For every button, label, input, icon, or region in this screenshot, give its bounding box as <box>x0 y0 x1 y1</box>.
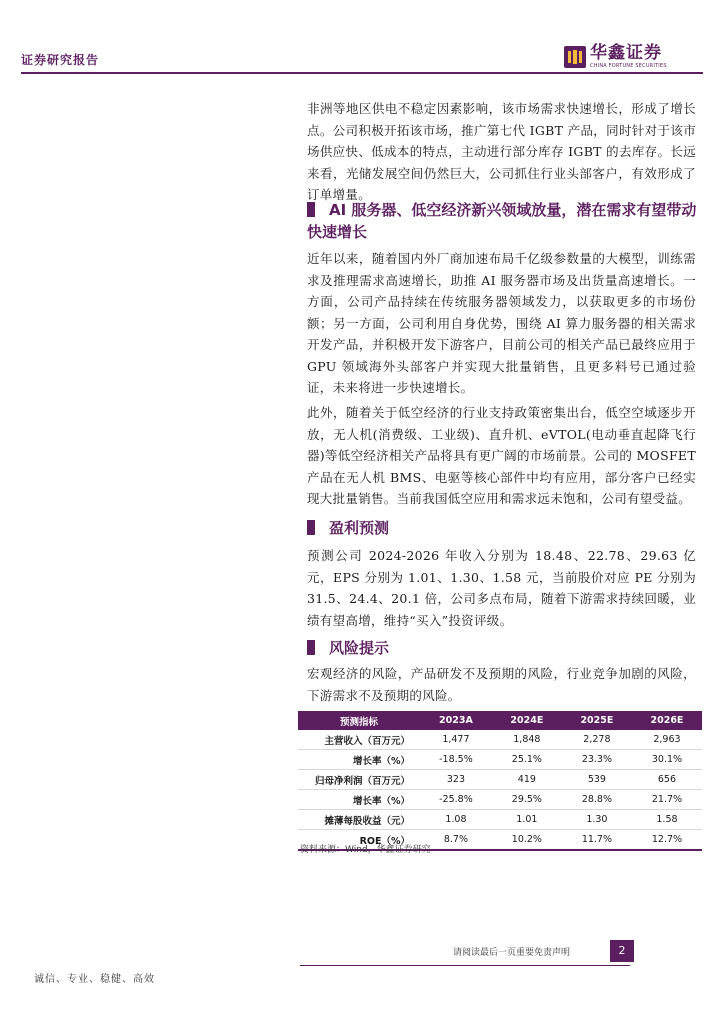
forecast-paragraph: 预测公司 2024-2026 年收入分别为 18.48、22.78、29.63 亿元，EPS 分别为 1.01、1.30、1.58 元，当前股价对应 PE 分别为 31.5、24.4、20.1 倍，公司多点布局，随着下游需求持续回暖，业绩有望高增，维持“买入”投资评级。 <box>307 548 696 628</box>
row-label: 摊薄每股收益（元） <box>324 815 410 827</box>
table-cell: 10.2% <box>511 834 542 845</box>
table-cell: 11.7% <box>581 834 612 845</box>
report-type-label: 证券研究报告 <box>21 53 100 67</box>
row-label: 增长率（%） <box>352 795 410 807</box>
table-cell: 12.7% <box>651 834 683 845</box>
row-label: 主营收入（百万元） <box>324 735 410 747</box>
heading-bar-icon <box>307 640 315 655</box>
logo-chinese-name: 华鑫证券 <box>590 43 662 63</box>
table-cell: -25.8% <box>439 794 473 805</box>
row-label: 增长率（%） <box>352 755 410 767</box>
table-cell: 21.7% <box>651 794 683 805</box>
table-cell: 1.30 <box>586 814 608 825</box>
table-cell: 8.7% <box>443 834 468 845</box>
table-row <box>298 770 702 790</box>
table-cell: 30.1% <box>651 754 683 765</box>
table-header-cell: 预测指标 <box>298 711 420 730</box>
row-label: 归母净利润（百万元） <box>314 775 410 787</box>
table-cell: 323 <box>446 774 465 785</box>
brand-logo <box>564 44 667 70</box>
logo-english-name: CHINA FORTUNE SECURITIES <box>590 63 667 69</box>
logo-mark-icon <box>564 46 586 68</box>
table-cell: 23.3% <box>581 754 612 765</box>
heading-bar-icon <box>307 202 315 217</box>
table-row <box>298 750 702 770</box>
risk-paragraph: 宏观经济的风险，产品研发不及预期的风险，行业竞争加剧的风险，下游需求不及预期的风险。 <box>307 666 696 703</box>
table-cell: 656 <box>657 774 677 785</box>
footer-divider <box>300 965 630 966</box>
table-cell: 539 <box>587 774 606 785</box>
page-number: 2 <box>610 940 634 962</box>
table-cell: 25.1% <box>511 754 542 765</box>
low-altitude-paragraph: 此外，随着关于低空经济的行业支持政策密集出台，低空空域逐步开放，无人机(消费级、工业级)、直升机、eVTOL(电动垂直起降飞行器)等低空经济相关产品将具有更广阔的市场前景。公司的 MOSFET 产品在无人机 BMS、电驱等核心部件中均有应用，部分客户已经实现大批量销售。当前我国低空应用和需求远未饱和，公司有望受益。 <box>307 405 696 506</box>
section-heading-text: AI 服务器、低空经济新兴领域放量，潜在需求有望带动快速增长 <box>307 201 697 241</box>
section-heading-text: 盈利预测 <box>329 519 390 537</box>
table-cell: 1,477 <box>442 734 470 745</box>
table-cell: 1.01 <box>516 814 538 825</box>
heading-bar-icon <box>307 520 315 535</box>
row-label: ROE（%） <box>359 835 410 847</box>
table-header-cell: 2026E <box>632 711 702 730</box>
footer-tagline: 诚信、专业、稳健、高效 <box>34 974 155 985</box>
intro-paragraph: 非洲等地区供电不稳定因素影响，该市场需求快速增长，形成了增长点。公司积极开拓该市场，推广第七代 IGBT 产品，同时针对于该市场供应快、低成本的特点，主动进行部分库存 IGBT 的去库存。长远来看，光储发展空间仍然巨大，公司抓住行业头部客户，有效形成了订单增量。 <box>307 101 696 202</box>
table-cell: 1.58 <box>656 814 678 825</box>
table-source-note: 资料来源：Wind，华鑫证券研究 <box>300 845 431 855</box>
section-heading-forecast <box>307 517 702 539</box>
table-header-cell: 2025E <box>562 711 632 730</box>
header-divider <box>21 72 703 74</box>
table-cell: -18.5% <box>439 754 473 765</box>
table-header-row <box>298 711 702 730</box>
table-header-cell: 2024E <box>492 711 562 730</box>
ai-server-paragraph: 近年以来，随着国内外厂商加速布局千亿级参数量的大模型，训练需求及推理需求高速增长，助推 AI 服务器市场及出货量高速增长。一方面，公司产品持续在传统服务器领域发力，以获取更多的市场份额；另一方面，公司利用自身优势，围绕 AI 算力服务器的相关需求开发产品，并积极开发下游客户，目前公司的相关产品已最终应用于 GPU 领域海外头部客户并实现大批量销售，且更多料号已通过验证，未来将进一步快速增长。 <box>307 251 696 395</box>
table-cell: 419 <box>517 774 536 785</box>
section-heading-text: 风险提示 <box>329 639 390 657</box>
table-row <box>298 730 702 750</box>
table-header-cell: 2023A <box>420 711 492 730</box>
table-cell: 29.5% <box>511 794 542 805</box>
section-heading-ai-server <box>307 199 702 243</box>
forecast-table <box>298 711 702 851</box>
table-cell: 2,963 <box>653 734 681 745</box>
disclaimer-link[interactable]: 请阅读最后一页重要免责声明 <box>453 948 571 958</box>
table-cell: 1.08 <box>445 814 467 825</box>
table-cell: 2,278 <box>583 734 611 745</box>
section-heading-risk <box>307 637 702 659</box>
table-cell: 1,848 <box>513 734 541 745</box>
table-row <box>298 810 702 830</box>
table-row <box>298 790 702 810</box>
table-cell: 28.8% <box>581 794 612 805</box>
